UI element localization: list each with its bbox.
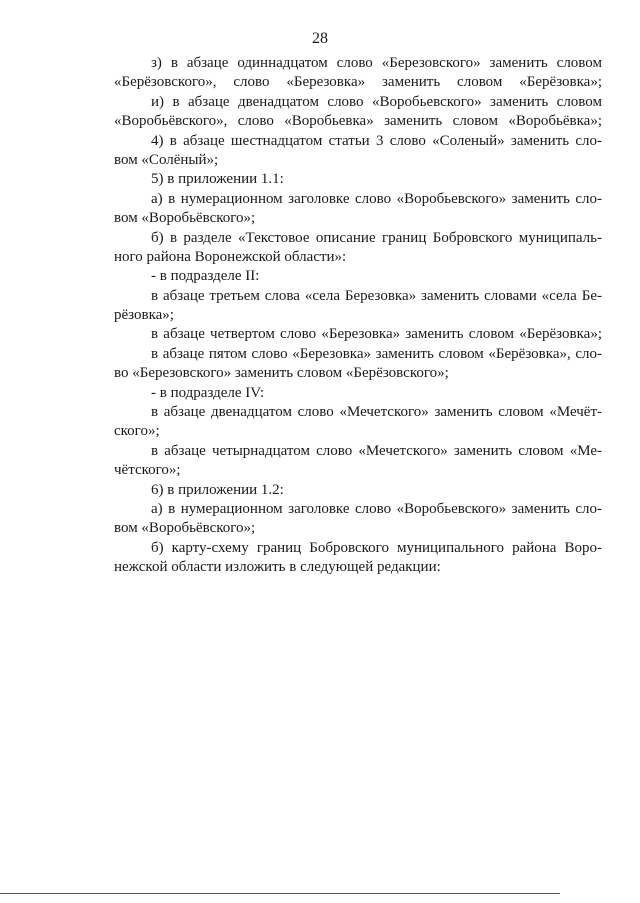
text-line: вом «Воробьёвского»; [114,210,256,227]
text-line: 4) в абзаце шестнадцатом статьи 3 слово «Соленый» заменить сло- [151,132,602,149]
text-line: вом «Воробьёвского»; [114,520,256,537]
text-line: в абзаце пятом слово «Березовка» заменить словом «Берёзовка», сло- [151,345,602,362]
text-line: а) в нумерационном заголовке слово «Воробьевского» заменить сло- [151,500,602,517]
text-line: чётского»; [114,462,181,479]
text-line: 6) в приложении 1.2: [151,481,284,498]
text-line: - в подразделе II: [151,268,260,285]
text-line: в абзаце третьем слова «села Березовка» заменить словами «села Бе- [151,287,602,304]
text-line: рёзовка»; [114,307,174,324]
text-line: в абзаце четырнадцатом слово «Мечетского» заменить словом «Ме- [151,442,602,459]
text-line: «Берёзовского», слово «Березовка» заменить словом «Берёзовка»; [114,74,602,91]
text-line: б) в разделе «Текстовое описание границ Бобровского муниципаль- [151,229,602,246]
text-line: ного района Воронежской области»: [114,248,347,265]
text-line: нежской области изложить в следующей редакции: [114,559,441,576]
text-line: з) в абзаце одиннадцатом слово «Березовского» заменить словом [151,55,602,71]
text-line: и) в абзаце двенадцатом слово «Воробьевского» заменить словом [151,93,602,110]
text-line: 5) в приложении 1.1: [151,171,284,188]
text-line: во «Березовского» заменить словом «Берёзовского»; [114,365,449,382]
text-line: - в подразделе IV: [151,384,265,401]
text-line: ского»; [114,423,160,440]
text-line: б) карту-схему границ Бобровского муниципального района Воро- [151,539,602,556]
text-line: а) в нумерационном заголовке слово «Воробьевского» заменить сло- [151,190,602,207]
text-line: в абзаце четвертом слово «Березовка» заменить словом «Берёзовка»; [151,326,602,343]
document-body [114,54,602,578]
text-line: в абзаце двенадцатом слово «Мечетского» заменить словом «Мечёт- [151,404,602,421]
text-line: вом «Солёный»; [114,151,219,168]
text-line: «Воробьёвского», слово «Воробьевка» заменить словом «Воробьёвка»; [114,113,602,130]
page-bottom-edge [0,893,560,894]
page-number: 28 [312,30,328,47]
